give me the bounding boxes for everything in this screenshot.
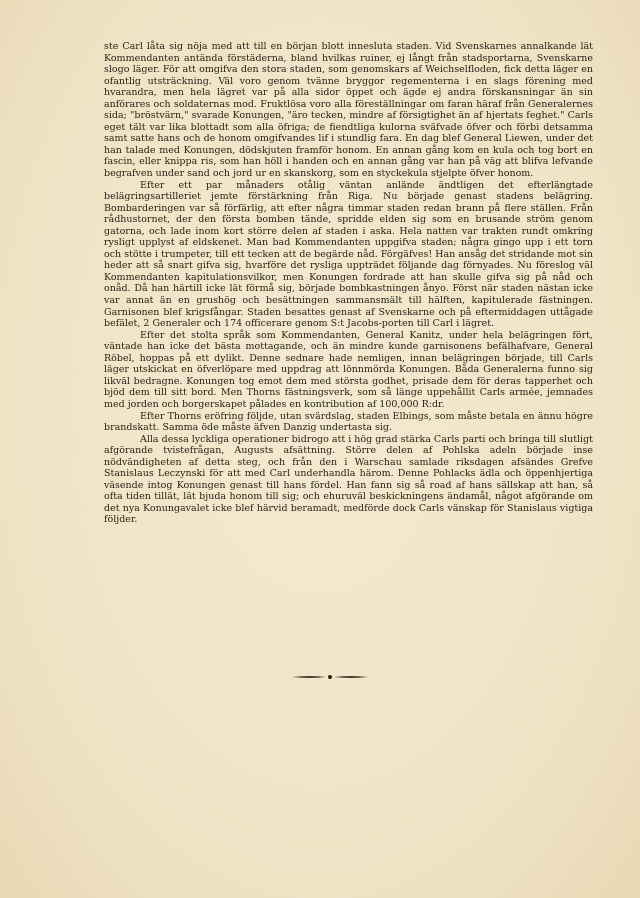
paragraph-3: Efter det stolta språk som Kommendanten, General Kanitz, under hela belägringen fört, väntade han icke det bästa mottagande, och än mindre kunde garnisonens befälhafvare, General Röbel, hoppas på ett dylikt. Denne sednare hade nemligen, innan belägringen började, till Carls läger utskickat en öfverlöpare med uppdrag att lönnmörda Konungen. Båda Generalerna funno sig likväl bedragne. Konungen tog emot dem med största godhet, prisade dem för deras tapperhet och bjöd dem till sitt bord. Men Thorns fästningsverk, som så länge uppehållit Carls armée, jemnades med jorden och borgerskapet pålades en kontribution af 100,000 R:dr. xyxy=(104,329,593,410)
paragraph-4: Efter Thorns eröfring följde, utan svärdslag, staden Elbings, som måste betala en ännu högre brandskatt. Samma öde måste äfven Danzig undertasta sig. xyxy=(104,410,593,434)
ornamental-rule-icon xyxy=(290,674,370,680)
body-text xyxy=(104,41,593,526)
paragraph-5: Alla dessa lyckliga operationer bidrogo att i hög grad stärka Carls parti och bringa till slutligt afgörande tvistefrågan, Augusts afsättning. Större delen af Pohlska adeln började inse nödvändigheten af detta steg, och från den i Warschau samlade riksdagen afsändes Grefve Stanislaus Leczynski för att med Carl underhandla härom. Denne Pohlacks ädla och öppenhjertiga väsende intog Konungen genast till hans fördel. Han fann sig så road af hans sällskap att han, så ofta tiden tillät, lät bjuda honom till sig; och ehuruväl beskickningens ändamål, något afgörande om det nya Konungavalet icke blef härvid beramadt, medförde dock Carls vänskap för Stanislaus vigtiga följder. xyxy=(104,433,593,526)
paragraph-2: Efter ett par månaders otålig väntan anlände ändtligen det efterlängtade belägringsartilleriet jemte förstärkning från Riga. Nu började genast stadens belägring. Bombarderingen var så förfärlig, att efter några timmar staden redan brann på flere ställen. Från rådhustornet, der den första bomben tände, spridde elden sig som en brusande ström genom gatorna, och lade inom kort större delen af staden i aska. Hela natten var trakten rundt omkring rysligt upplyst af eldskenet. Man bad Kommendanten uppgifva staden; några gingo upp i ett torn och stötte i trumpeter, till ett tecken att de begärde nåd. Förgäfves! Han ansåg det stridande mot sin heder att så snart gifva sig, hvarföre det rysliga uppträdet följande dag förnyades. Nu föreslog väl Kommendanten kapitulationsvilkor, men Konungen fordrade att han skulle gifva sig på nåd och onåd. Då han härtill icke lät förmå sig, började bombkastningen ånyo. Först när staden nästan icke var annat än en grushög och besättningen sammansmält till hälften, kapitulerade fästningen. Garnisonen blef krigsfångar. Staden besattes genast af Svenskarne och på eftermiddagen uttågade befälet, 2 Generaler och 174 officerare genom S:t Jacobs-porten till Carl i lägret. xyxy=(104,179,593,330)
paragraph-1: ste Carl låta sig nöja med att till en början blott innesluta staden. Vid Svenskarnes annalkande lät Kommendanten antända förstäderna, bland hvilkas ruiner, ej långt från stadsportarna, Svenskarne slogo läger. För att omgifva den stora staden, som genomskars af Weichselfloden, fick detta läger en ofantlig utsträckning. Väl voro genom tvänne bryggor regementerna i en slags förening med hvarandra, men hela lägret var på alla sidor öppet och ägde ej andra förskansningar än sin anförares och soldaternas mod. Fruktlösa voro alla föreställningar om faran häraf från Generalernes sida; "bröstvärn," svarade Konungen, "äro tecken, mindre af försigtighet än af hjertats feghet." Carls eget tält var lika blottadt som alla öfriga; de fiendtliga kulorna sväfvade öfver och förbi detsamma samt satte hans och de honom omgifvandes lif i stundlig fara. En dag blef General Liewen, under det han talade med Konungen, dödskjuten framför honom. En annan gång kom en kula och tog bort en fascin, eller knippa ris, som han höll i handen och en annan gång var han på väg att blifva lefvande begrafven under sand och jord ur en skanskorg, som en styckekula stjelpte öfver honom. xyxy=(104,41,593,180)
